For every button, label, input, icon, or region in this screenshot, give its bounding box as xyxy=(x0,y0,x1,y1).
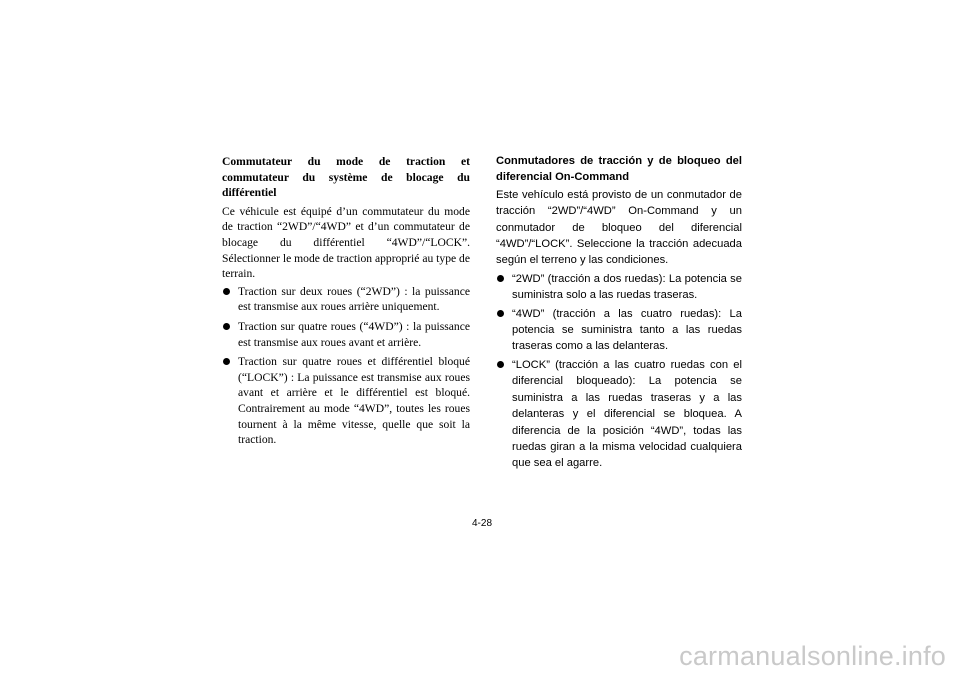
bullet-icon xyxy=(223,358,230,365)
spanish-bullet-text: “LOCK” (tracción a las cuatro ruedas con el diferencial bloqueado): La potencia se suministra a las ruedas traseras y a las delanteras y el diferencial se bloquea. A diferencia de la posición “4WD”, todas las ruedas giran a la misma velocidad cualquiera que sea el agarre. xyxy=(512,358,742,470)
french-column xyxy=(222,154,470,452)
bullet-icon xyxy=(223,323,230,330)
bullet-icon xyxy=(497,275,504,282)
spanish-column xyxy=(496,153,742,474)
bullet-icon xyxy=(497,361,504,368)
list-item xyxy=(496,357,742,472)
watermark: carmanualsonline.info xyxy=(679,641,946,671)
french-intro-paragraph: Ce véhicule est équipé d’un commutateur du mode de traction “2WD”/“4WD” et d’un commutateur de blocage du différentiel “4WD”/“LOCK”. Sélectionner le mode de traction approprié au type de terrain. xyxy=(222,204,470,281)
spanish-intro-paragraph: Este vehículo está provisto de un conmutador de tracción “2WD”/“4WD” On-Command y un conmutador de bloqueo del diferencial “4WD”/“LOCK”. Seleccione la tracción adecuada según el terreno y las condiciones. xyxy=(496,188,742,267)
bullet-icon xyxy=(223,288,230,295)
spanish-bullet-text: “2WD” (tracción a dos ruedas): La potencia se suministra solo a las ruedas traseras. xyxy=(512,272,742,302)
page-number: 4-28 xyxy=(472,518,493,529)
list-item xyxy=(222,284,470,315)
french-bullet-text: Traction sur quatre roues et différentiel bloqué (“LOCK”) : La puissance est transmise aux roues avant et arrière et le différentiel est bloqué. Contrairement au mode “4WD”, toutes les roues tournent à la même vitesse, quelle que soit la traction. xyxy=(238,355,470,447)
french-bullet-list xyxy=(222,284,470,448)
list-item xyxy=(222,354,470,448)
french-bullet-text: Traction sur deux roues (“2WD”) : la puissance est transmise aux roues arrière uniquement. xyxy=(238,284,470,314)
spanish-heading: Conmutadores de tracción y de bloqueo del diferencial On-Command xyxy=(496,155,742,184)
list-item xyxy=(496,271,742,304)
spanish-bullet-list xyxy=(496,271,742,472)
list-item xyxy=(496,306,742,355)
spanish-bullet-text: “4WD” (tracción a las cuatro ruedas): La potencia se suministra tanto a las ruedas traseras como a las delanteras. xyxy=(512,307,742,353)
list-item xyxy=(222,319,470,350)
french-heading: Commutateur du mode de traction et commutateur du système de blocage du différentiel xyxy=(222,155,470,200)
bullet-icon xyxy=(497,310,504,317)
french-bullet-text: Traction sur quatre roues (“4WD”) : la puissance est transmise aux roues avant et arrière. xyxy=(238,319,470,349)
